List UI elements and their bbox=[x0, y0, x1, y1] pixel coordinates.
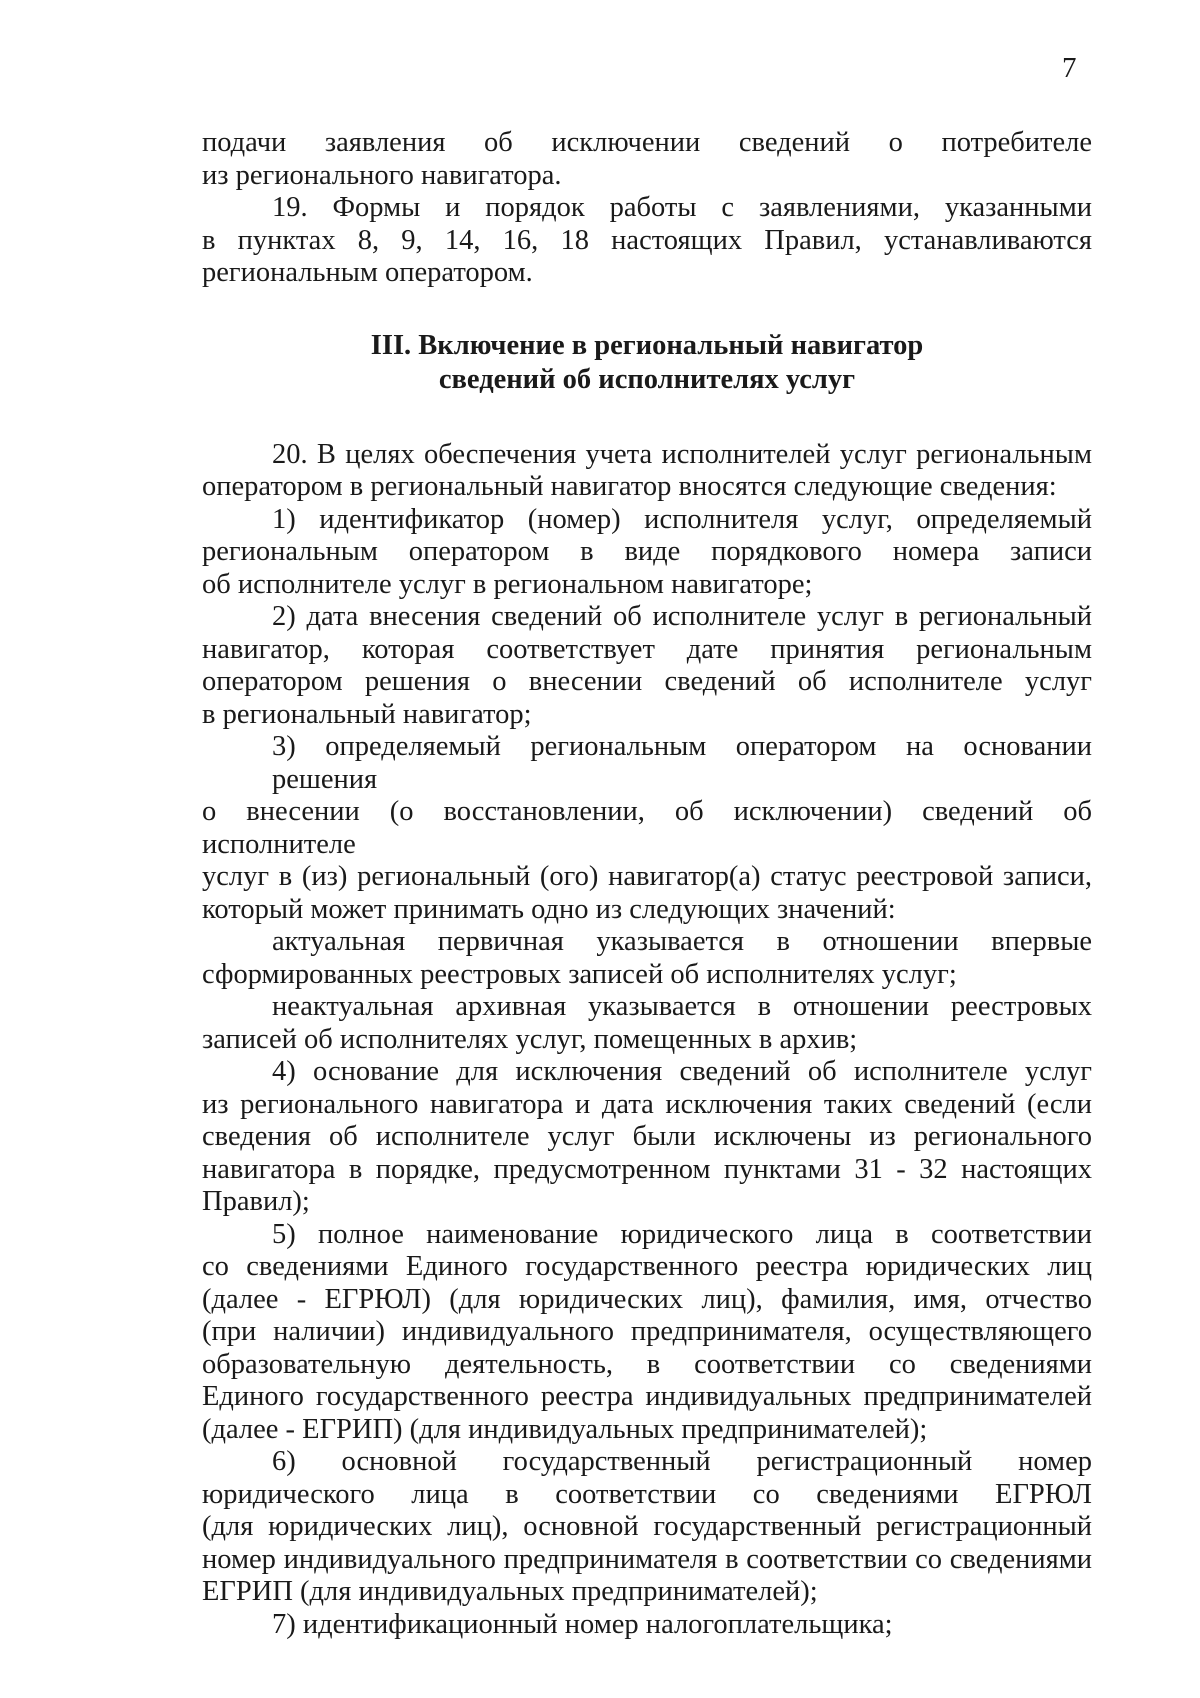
paragraph bbox=[202, 127, 1092, 192]
text-line: подачи заявления об исключении сведений о потребителе bbox=[202, 127, 1092, 158]
paragraph bbox=[202, 1446, 1092, 1609]
section-before-heading bbox=[202, 127, 1092, 290]
text-line: 1) идентификатор (номер) исполнителя услуг, определяемый bbox=[272, 503, 1092, 535]
text-line: образовательную деятельность, в соответствии со сведениями bbox=[202, 1348, 1092, 1380]
paragraph bbox=[202, 1219, 1092, 1447]
paragraph bbox=[202, 601, 1092, 731]
text-line: Единого государственного реестра индивидуальных предпринимателей bbox=[202, 1381, 1092, 1412]
text-line: 4) основание для исключения сведений об исполнителе услуг bbox=[272, 1056, 1092, 1087]
text-line: услуг в (из) региональный (ого) навигатор(а) статус реестровой записи, bbox=[202, 861, 1092, 892]
text-line: (для юридических лиц), основной государственный регистрационный bbox=[202, 1511, 1092, 1542]
text-line: 2) дата внесения сведений об исполнителе услуг в региональный bbox=[272, 601, 1092, 632]
text-line: оператором в региональный навигатор вносятся следующие сведения: bbox=[202, 471, 1057, 502]
text-line: ЕГРИП (для индивидуальных предпринимателей); bbox=[202, 1576, 818, 1607]
text-line: 6) основной государственный регистрационный номер bbox=[272, 1446, 1092, 1477]
document-body bbox=[202, 127, 1092, 1641]
paragraph bbox=[202, 991, 1092, 1056]
text-line: 7) идентификационный номер налогоплательщика; bbox=[272, 1608, 893, 1640]
text-line: актуальная первичная указывается в отношении впервые bbox=[272, 926, 1092, 957]
text-line: сформированных реестровых записей об исполнителях услуг; bbox=[202, 958, 957, 990]
text-line: региональным оператором в виде порядкового номера записи bbox=[202, 536, 1092, 567]
section-heading-line-2: сведений об исполнителях услуг bbox=[438, 363, 856, 395]
paragraph bbox=[202, 1056, 1092, 1219]
paragraph bbox=[202, 731, 1092, 926]
text-line: региональным оператором. bbox=[202, 257, 533, 288]
section-heading-line-1: III. Включение в региональный навигатор bbox=[370, 329, 924, 361]
text-line: навигатор, которая соответствует дате принятия региональным bbox=[202, 633, 1092, 665]
page-number: 7 bbox=[1062, 52, 1077, 84]
text-line: 20. В целях обеспечения учета исполнителей услуг региональным bbox=[272, 438, 1092, 470]
text-line: из регионального навигатора и дата исключения таких сведений (если bbox=[202, 1088, 1092, 1120]
paragraph bbox=[202, 504, 1092, 602]
text-line: оператором решения о внесении сведений об исполнителе услуг bbox=[202, 666, 1092, 697]
text-line: записей об исполнителях услуг, помещенных в архив; bbox=[202, 1023, 858, 1055]
text-line: в региональный навигатор; bbox=[202, 698, 532, 730]
text-line: неактуальная архивная указывается в отношении реестровых bbox=[272, 991, 1092, 1022]
text-line: сведения об исполнителе услуг были исключены из регионального bbox=[202, 1121, 1092, 1152]
text-line: Правил); bbox=[202, 1186, 310, 1217]
paragraph bbox=[202, 1609, 1092, 1642]
text-line: из регионального навигатора. bbox=[202, 159, 562, 191]
text-line: (далее - ЕГРИП) (для индивидуальных предпринимателей); bbox=[202, 1413, 928, 1445]
text-line: номер индивидуального предпринимателя в соответствии со сведениями bbox=[202, 1543, 1092, 1575]
text-line: со сведениями Единого государственного реестра юридических лиц bbox=[202, 1251, 1092, 1282]
text-line: 3) определяемый региональным оператором на основании решения bbox=[272, 731, 1092, 795]
text-line: об исполнителе услуг в региональном навигаторе; bbox=[202, 568, 813, 600]
text-line: (далее - ЕГРЮЛ) (для юридических лиц), фамилия, имя, отчество bbox=[202, 1283, 1092, 1315]
text-line: в пунктах 8, 9, 14, 16, 18 настоящих Правил, устанавливаются bbox=[202, 224, 1092, 256]
text-line: юридического лица в соответствии со сведениями ЕГРЮЛ bbox=[202, 1478, 1092, 1510]
text-line: 19. Формы и порядок работы с заявлениями, указанными bbox=[272, 192, 1092, 223]
paragraph bbox=[202, 926, 1092, 991]
text-line: о внесении (о восстановлении, об исключении) сведений об исполнителе bbox=[202, 796, 1092, 860]
paragraph bbox=[202, 439, 1092, 504]
section-after-heading bbox=[202, 439, 1092, 1642]
text-line: 5) полное наименование юридического лица в соответствии bbox=[272, 1218, 1092, 1250]
text-line: (при наличии) индивидуального предпринимателя, осуществляющего bbox=[202, 1316, 1092, 1347]
text-line: который может принимать одно из следующих значений: bbox=[202, 893, 896, 925]
paragraph bbox=[202, 192, 1092, 290]
text-line: навигатора в порядке, предусмотренном пунктами 31 - 32 настоящих bbox=[202, 1153, 1092, 1185]
section-heading bbox=[202, 329, 1092, 397]
